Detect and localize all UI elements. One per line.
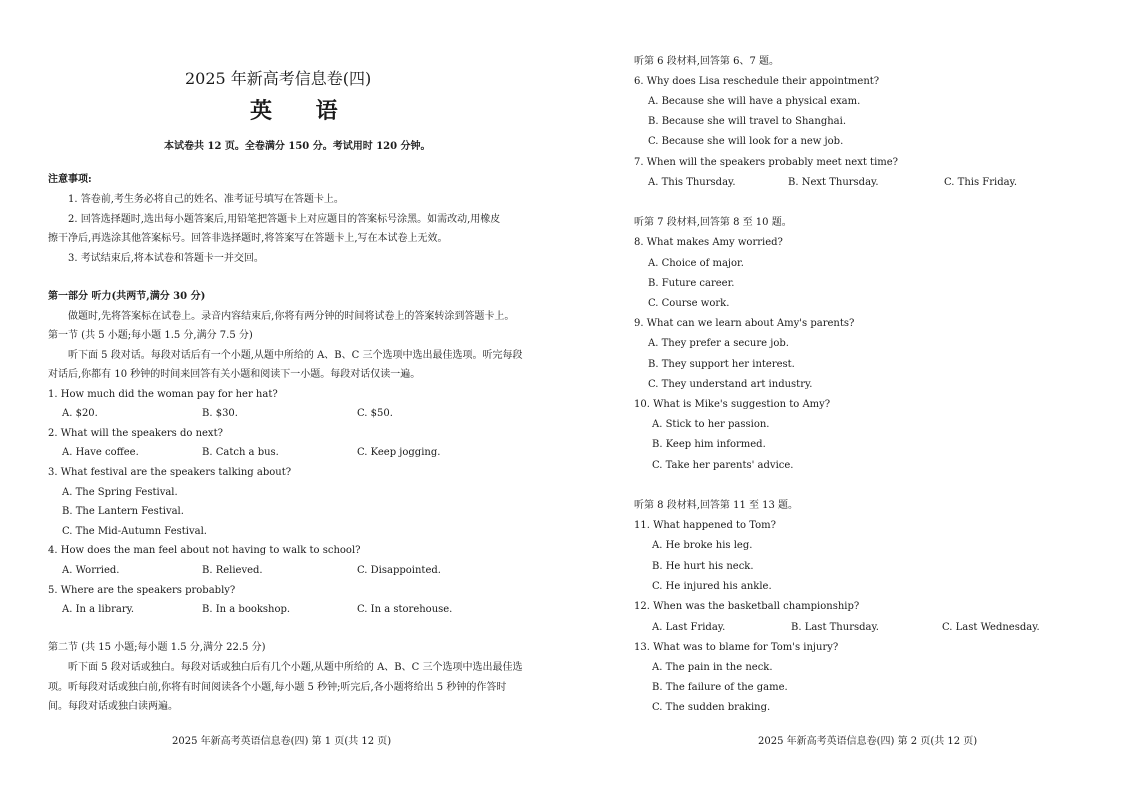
group-heading-7: 听第 7 段材料,回答第 8 至 10 题。 xyxy=(634,217,792,228)
question-4: 4. How does the man feel about not having to walk to school? xyxy=(48,545,361,556)
option-a: A. Stick to her passion. xyxy=(652,419,770,430)
exam-page-2 xyxy=(562,0,1124,800)
option-b: B. Because she will travel to Shanghai. xyxy=(648,116,847,127)
option-a: A. In a library. xyxy=(62,604,135,615)
question-2: 2. What will the speakers do next? xyxy=(48,428,223,439)
option-a: A. The pain in the neck. xyxy=(652,662,773,673)
question-11: 11. What happened to Tom? xyxy=(634,520,776,531)
option-c: C. Disappointed. xyxy=(357,565,441,576)
option-a: A. Have coffee. xyxy=(62,447,139,458)
option-a: A. Last Friday. xyxy=(652,622,726,633)
option-a: A. Worried. xyxy=(62,565,120,576)
option-c: C. Keep jogging. xyxy=(357,447,441,458)
notice-line: 擦干净后,再选涂其他答案标号。回答非选择题时,将答案写在答题卡上,写在本试卷上无效。 xyxy=(48,233,448,244)
section2-intro: 听下面 5 段对话或独白。每段对话或独白后有几个小题,从题中所给的 A、B、C 三个选项中选出最佳选 xyxy=(68,662,523,673)
section2-intro: 间。每段对话或独白读两遍。 xyxy=(48,701,178,712)
option-c: C. $50. xyxy=(357,408,393,419)
option-b: B. The failure of the game. xyxy=(652,682,788,693)
page-footer: 2025 年新高考英语信息卷(四) 第 1 页(共 12 页) xyxy=(172,736,392,747)
option-a: A. The Spring Festival. xyxy=(62,487,178,498)
option-c: C. Because she will look for a new job. xyxy=(648,136,844,147)
subject-title: 英 语 xyxy=(250,98,356,124)
option-b: B. Relieved. xyxy=(202,565,263,576)
option-c: C. This Friday. xyxy=(944,177,1018,188)
option-b: B. Next Thursday. xyxy=(788,177,879,188)
option-b: B. The Lantern Festival. xyxy=(62,506,184,517)
exam-title: 2025 年新高考信息卷(四) xyxy=(185,69,372,88)
notice-line: 1. 答卷前,考生务必将自己的姓名、准考证号填写在答题卡上。 xyxy=(68,194,344,205)
option-b: B. Last Thursday. xyxy=(791,622,879,633)
option-a: A. Because she will have a physical exam. xyxy=(648,96,861,107)
option-c: C. In a storehouse. xyxy=(357,604,453,615)
option-b: B. He hurt his neck. xyxy=(652,561,754,572)
page-footer: 2025 年新高考英语信息卷(四) 第 2 页(共 12 页) xyxy=(758,736,978,747)
section2-heading: 第二节 (共 15 小题;每小题 1.5 分,满分 22.5 分) xyxy=(48,642,266,653)
question-6: 6. Why does Lisa reschedule their appointment? xyxy=(634,76,880,87)
option-b: B. They support her interest. xyxy=(648,359,795,370)
question-5: 5. Where are the speakers probably? xyxy=(48,585,236,596)
part1-heading: 第一部分 听力(共两节,满分 30 分) xyxy=(48,291,206,302)
option-b: B. Catch a bus. xyxy=(202,447,279,458)
option-a: A. This Thursday. xyxy=(648,177,736,188)
option-a: A. They prefer a secure job. xyxy=(648,338,789,349)
section1-intro: 对话后,你都有 10 秒钟的时间来回答有关小题和阅读下一小题。每段对话仅读一遍。 xyxy=(48,369,421,380)
option-a: A. Choice of major. xyxy=(648,258,744,269)
notice-heading: 注意事项: xyxy=(48,174,92,185)
option-c: C. They understand art industry. xyxy=(648,379,813,390)
notice-line: 2. 回答选择题时,选出每小题答案后,用铅笔把答题卡上对应题目的答案标号涂黑。如需改动,用橡皮 xyxy=(68,214,501,225)
group-heading-8: 听第 8 段材料,回答第 11 至 13 题。 xyxy=(634,500,799,511)
group-heading-6: 听第 6 段材料,回答第 6、7 题。 xyxy=(634,56,779,67)
option-c: C. He injured his ankle. xyxy=(652,581,772,592)
option-b: B. $30. xyxy=(202,408,238,419)
section2-intro: 项。听每段对话或独白前,你将有时间阅读各个小题,每小题 5 秒钟;听完后,各小题将给出 5 秒钟的作答时 xyxy=(48,682,507,693)
option-a: A. He broke his leg. xyxy=(652,540,753,551)
question-8: 8. What makes Amy worried? xyxy=(634,237,783,248)
option-a: A. $20. xyxy=(62,408,98,419)
question-10: 10. What is Mike's suggestion to Amy? xyxy=(634,399,831,410)
notice-line: 3. 考试结束后,将本试卷和答题卡一并交回。 xyxy=(68,253,264,264)
option-b: B. Keep him informed. xyxy=(652,439,766,450)
question-9: 9. What can we learn about Amy's parents? xyxy=(634,318,855,329)
question-3: 3. What festival are the speakers talking about? xyxy=(48,467,292,478)
option-c: C. Course work. xyxy=(648,298,730,309)
option-c: C. Last Wednesday. xyxy=(942,622,1040,633)
option-c: C. The Mid-Autumn Festival. xyxy=(62,526,207,537)
question-1: 1. How much did the woman pay for her hat? xyxy=(48,389,278,400)
option-c: C. The sudden braking. xyxy=(652,702,771,713)
section1-intro: 听下面 5 段对话。每段对话后有一个小题,从题中所给的 A、B、C 三个选项中选出最佳选项。听完每段 xyxy=(68,350,523,361)
exam-info: 本试卷共 12 页。全卷满分 150 分。考试用时 120 分钟。 xyxy=(164,141,431,152)
question-12: 12. When was the basketball championship? xyxy=(634,601,860,612)
part1-intro: 做题时,先将答案标在试卷上。录音内容结束后,你将有两分钟的时间将试卷上的答案转涂到答题卡上。 xyxy=(68,311,515,322)
section1-heading: 第一节 (共 5 小题;每小题 1.5 分,满分 7.5 分) xyxy=(48,330,253,341)
option-b: B. In a bookshop. xyxy=(202,604,291,615)
option-b: B. Future career. xyxy=(648,278,735,289)
question-7: 7. When will the speakers probably meet next time? xyxy=(634,157,899,168)
question-13: 13. What was to blame for Tom's injury? xyxy=(634,642,839,653)
option-c: C. Take her parents' advice. xyxy=(652,460,794,471)
